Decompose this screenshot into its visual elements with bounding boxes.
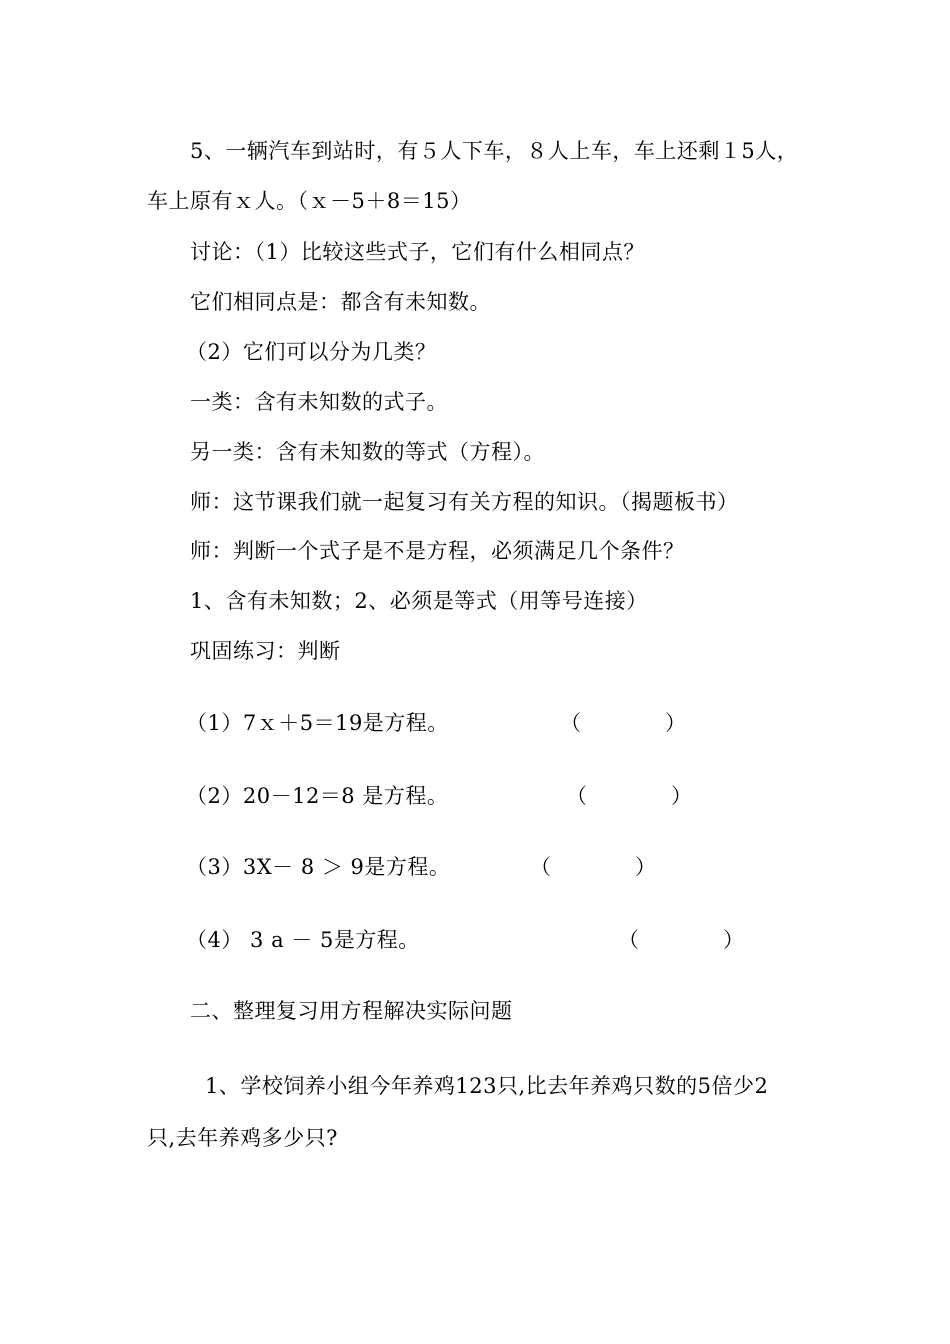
problem-line: 只,去年养鸡多少只? [147, 1126, 338, 1150]
answer-blank[interactable]: （ ） [560, 711, 686, 735]
text-line: 师：这节课我们就一起复习有关方程的知识。（揭题板书） [190, 490, 739, 514]
text-line: 另一类：含有未知数的等式（方程）。 [190, 440, 545, 464]
text-line: （2）它们可以分为几类？ [186, 340, 437, 364]
section-title: 二、整理复习用方程解决实际问题 [190, 999, 513, 1023]
text-line: 讨论：（1）比较这些式子，它们有什么相同点？ [190, 240, 645, 264]
text-line: 一类：含有未知数的式子。 [190, 390, 448, 414]
exercise-item: （4） 3 a － 5是方程。 [186, 928, 420, 952]
answer-blank[interactable]: （ ） [618, 928, 744, 952]
text-line: 5、一辆汽车到站时，有５人下车，８人上车，车上还剩１5人， [190, 139, 799, 163]
text-line: 师：判断一个式子是不是方程，必须满足几个条件？ [190, 539, 685, 563]
text-line: 它们相同点是：都含有未知数。 [190, 290, 491, 314]
text-line: 1、含有未知数；2、必须是等式（用等号连接） [190, 589, 648, 613]
problem-line: 1、学校饲养小组今年养鸡123只,比去年养鸡只数的5倍少2 [205, 1074, 769, 1098]
answer-blank[interactable]: （ ） [530, 855, 656, 879]
exercise-item: （2）20－12＝8 是方程。 [186, 784, 449, 808]
text-line: 车上原有ｘ人。（ｘ－5＋8＝15） [147, 189, 472, 213]
answer-blank[interactable]: （ ） [566, 784, 692, 808]
exercise-item: （3）3X－ 8 ＞ 9是方程。 [186, 855, 451, 879]
text-line: 巩固练习：判断 [190, 639, 341, 663]
exercise-item: （1）7ｘ＋5＝19是方程。 [186, 711, 449, 735]
